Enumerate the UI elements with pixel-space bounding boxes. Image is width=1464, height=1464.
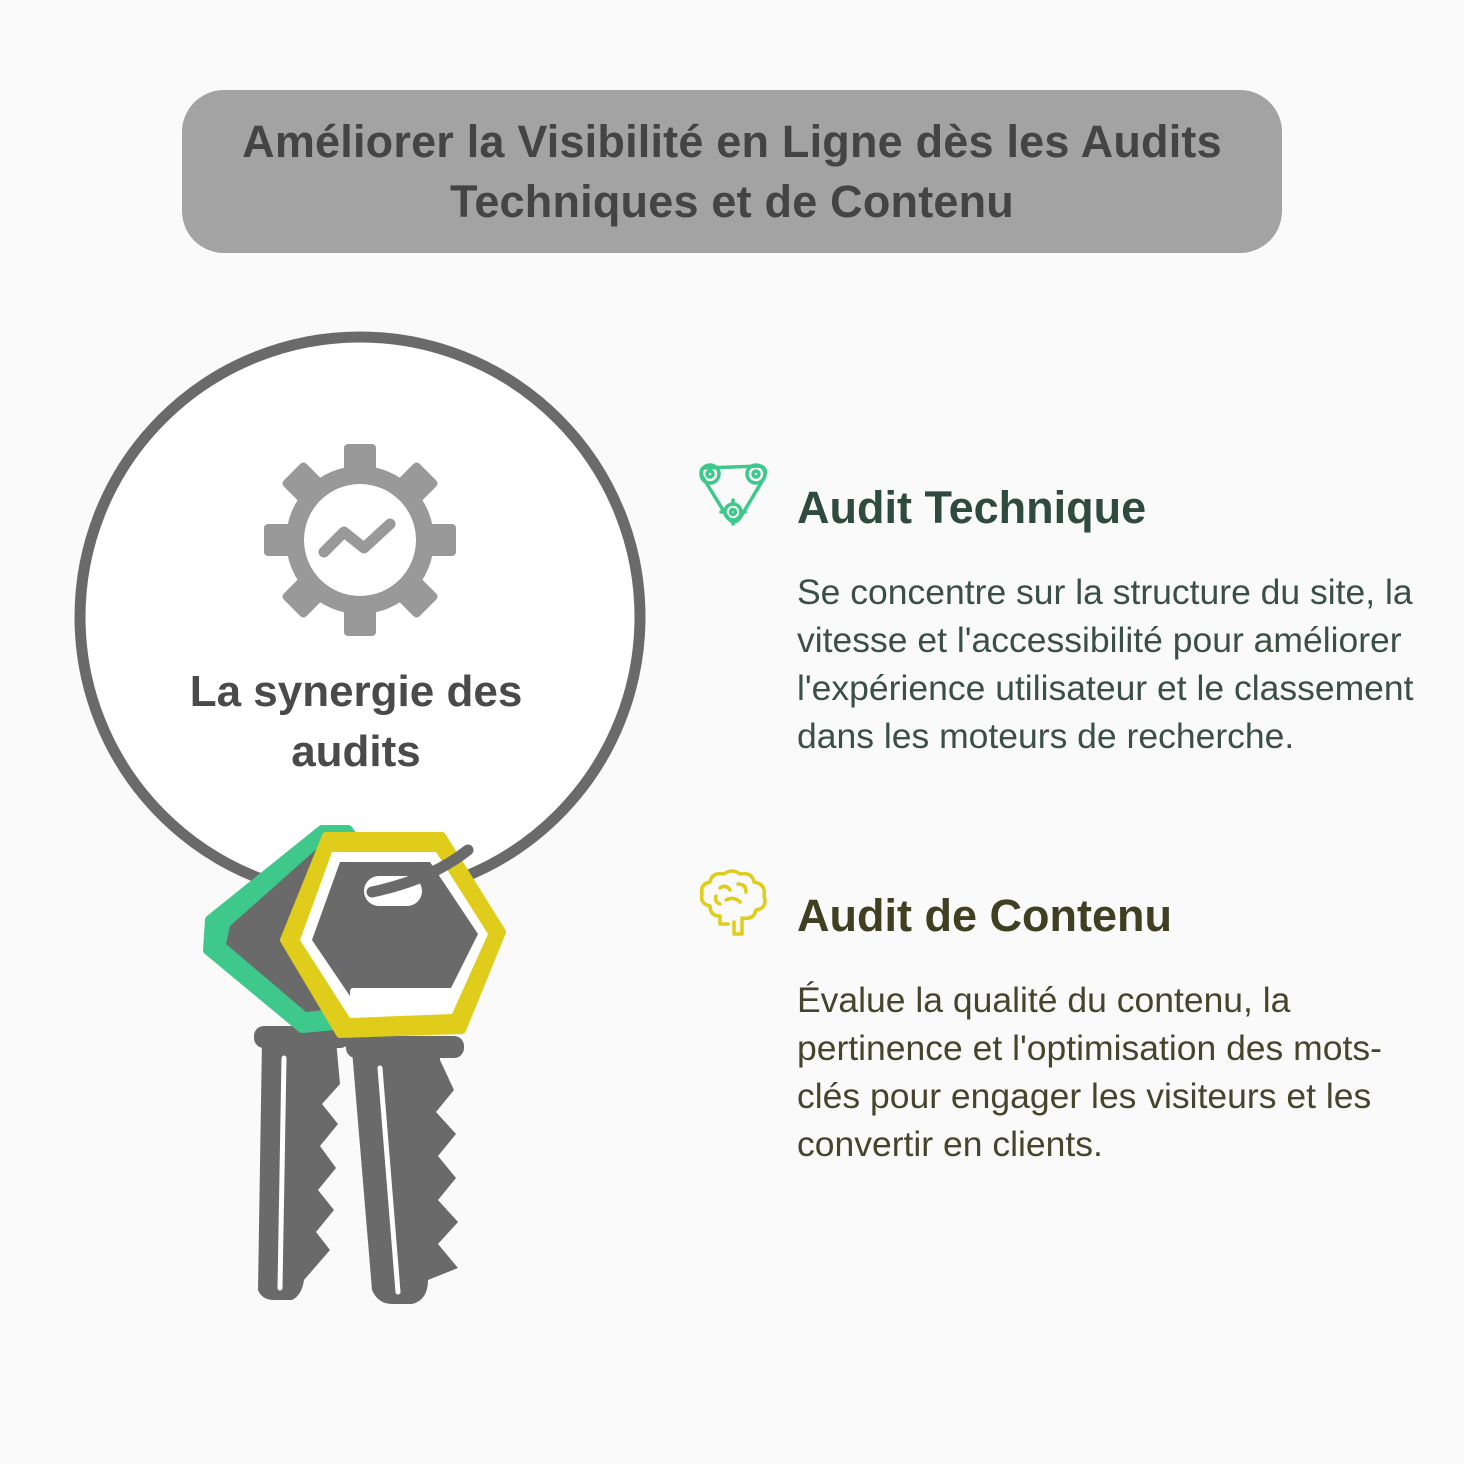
audit-contenu-description: Évalue la qualité du contenu, la pertinence et l'optimisation des mots-clés pour engager les visiteurs et les convertir en clients. (797, 980, 1382, 1164)
audit-contenu-title: Audit de Contenu (797, 890, 1172, 941)
belt-gears-icon (696, 458, 772, 534)
center-label: La synergie des audits (189, 667, 523, 776)
audit-technique-title: Audit Technique (797, 482, 1147, 533)
audit-technique-description: Se concentre sur la structure du site, la vitesse et l'accessibilité pour améliorer l'expérience utilisateur et le classement dans les moteurs de recherche. (797, 572, 1414, 756)
brain-icon (696, 866, 772, 942)
page-title: Améliorer la Visibilité en Ligne dès les Audits Techniques et de Contenu (242, 115, 1222, 227)
gear-trend-icon (264, 444, 456, 636)
